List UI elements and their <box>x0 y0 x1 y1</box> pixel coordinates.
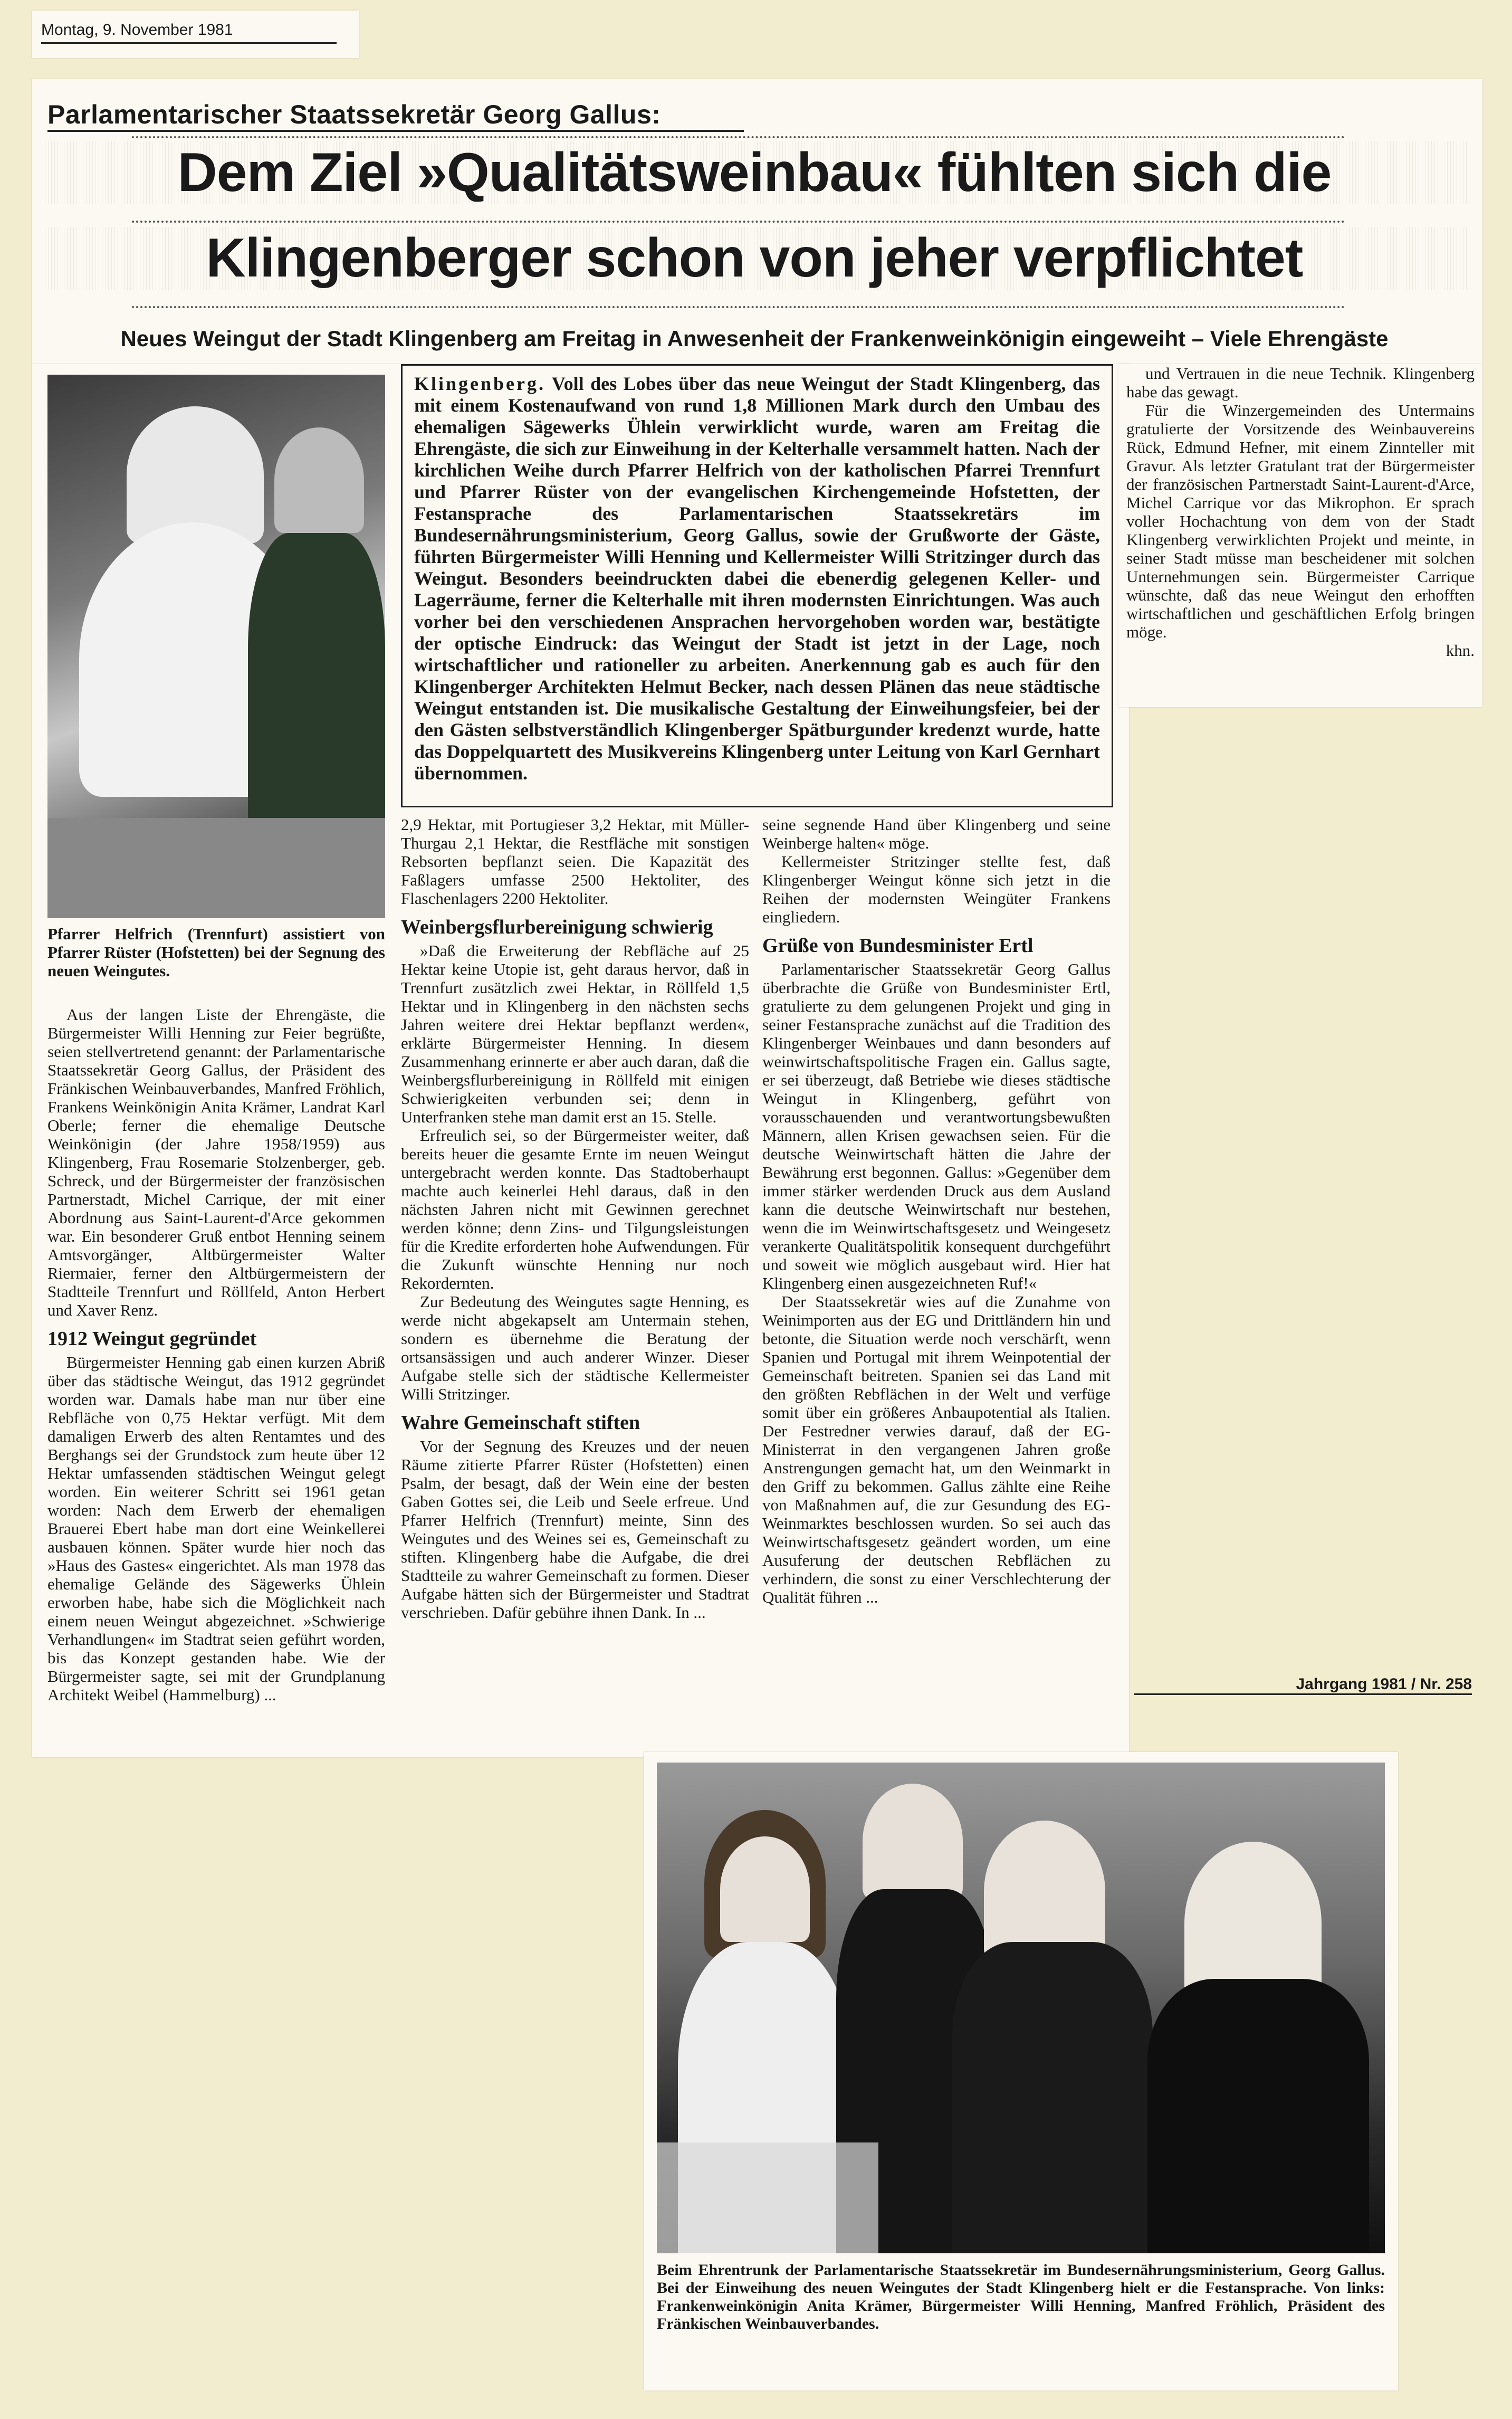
paragraph: Erfreulich sei, so der Bürgermeister weiter, daß bereits heuer die gesamte Ernte im neuen Weingut untergebracht werden konnte. Das Stadtoberhaupt machte auch keinerlei Hehl daraus, daß in den nächsten Jahren nicht mit Gewinnen gerechnet werden könne; denn Zins- und Tilgungsleistungen für die Kredite erforderten hohe Aufwendungen. Für die Zukunft wünschte Henning nur noch Rekordernten. <box>401 1126 749 1292</box>
photo-blessing <box>47 375 385 918</box>
photo-caption-1: Pfarrer Helfrich (Trennfurt) assistiert von Pfarrer Rüster (Hofstetten) bei der Segnung des neuen Weingutes. <box>47 925 385 980</box>
paragraph: 2,9 Hektar, mit Portugieser 3,2 Hektar, mit Müller-Thurgau 2,1 Hektar, die Restfläche mit sonstigen Rebsorten bepflanzt seien. Die Kapazität des Faßlagers umfasse 2500 Hektoliter, des Flaschenlagers 2200 Hektoliter. <box>401 815 749 908</box>
column-2 <box>401 815 749 1747</box>
headline-line-1: Dem Ziel »Qualitätsweinbau« fühlten sich die <box>42 141 1467 204</box>
paragraph: Bürgermeister Henning gab einen kurzen Abriß über das städtische Weingut, das 1912 gegründet worden war. Damals habe man nur über eine Rebfläche von 0,75 Hektar verfügt. Mit dem damaligen Erwerb des alten Rentamtes und des Berghangs sei der Grundstock zum heute über 12 Hektar umfassenden städtischen Weingut gelegt worden. Ein weiterer Schritt sei 1961 getan worden: Nach dem Erwerb der ehemaligen Brauerei Ebert habe man dort eine Weinkellerei ausbauen können. Später wurde hier noch das »Haus des Gastes« eingerichtet. Als man 1978 das ehemalige Gelände des Sägewerks Ühlein erworben habe, habe sich die Möglichkeit nach einem neuen Weingut abgezeichnet. »Schwierige Verhandlungen« im Stadtrat seien geführt worden, bis das Konzept gestanden habe. Wie der Bürgermeister sagte, sei mit der Grundplanung Architekt Weibel (Hammelburg) ... <box>47 1353 385 1704</box>
lead-box <box>401 364 1113 807</box>
paragraph: Für die Winzergemeinden des Untermains gratulierte der Vorsitzende des Weinbauvereins Rück, Edmund Hefner, mit einem Zinnteller mit Gravur. Als letzter Gratulant trat der Bürgermeister der französischen Partnerstadt Saint-Laurent-d'Arce, Michel Carrique vor das Mikrophon. Er sprach voller Hochachtung von dem von der Stadt Klingenberg verwirklichten Projekt und meinte, in seiner Stadt müsse man bescheidener mit solchen Unternehmungen sein. Bürgermeister Carrique wünschte, daß das neue Weingut den erhofften wirtschaftlichen und geschäftlichen Erfolg bringen möge. <box>1126 401 1475 641</box>
dateline: Montag, 9. November 1981 <box>41 21 337 44</box>
headline-line-2: Klingenberger schon von jeher verpflichtet <box>42 227 1467 290</box>
paragraph: seine segnende Hand über Klingenberg und seine Weinberge halten« möge. <box>762 815 1111 852</box>
section-heading: Weinbergsflurbereinigung schwierig <box>401 916 713 938</box>
divider-dotted <box>132 221 1345 227</box>
section-heading: Grüße von Bundesminister Ertl <box>762 935 1033 957</box>
paragraph: Zur Bedeutung des Weingutes sagte Henning, es werde nicht abgekapselt am Untermain stehen, sondern es übernehme die Beratung der ortsansässigen und auch anderer Winzer. Dieser Aufgabe stelle sich der städtische Kellermeister Willi Stritzinger. <box>401 1292 749 1403</box>
paragraph: Parlamentarischer Staatssekretär Georg Gallus überbrachte die Grüße von Bundesminister Ertl, gratulierte zu dem gelungenen Projekt und ging in seiner Festansprache zunächst auf die Tradition des Klingenberger Weinbaues und dann besonders auf weinwirtschaftspolitische Fragen ein. Gallus sagte, er sei überzeugt, daß Betriebe wie dieses städtische Weingut in Klingenberg, geführt von vorausschauenden und verantwortungsbewußten Männern, allen Krisen gewachsen seien. Für die deutsche Weinwirtschaft hätten die Jahre der Bewährung erst begonnen. Gallus: »Gegenüber dem immer stärker werdenden Druck aus dem Ausland kann die deutsche Weinwirtschaft nur bestehen, wenn die im Weinwirtschaftsgesetz und Weingesetz verankerte Qualitätspolitik konsequent durchgeführt und soweit wie möglich ausgebaut wird. Hier hat Klingenberg einen ausgezeichneten Ruf!« <box>762 960 1111 1292</box>
paragraph: Der Staatssekretär wies auf die Zunahme von Weinimporten aus der EG und Drittländern hin und betonte, die Situation werde noch verschärft, wenn Spanien und Portugal mit ihrem Weinpotential der Gemeinschaft beitreten. Spanien sei das Land mit den größten Rebflächen in der Welt und verfüge somit über ein größeres Anbaupotential als Italien. Der Festredner verwies darauf, daß der EG-Ministerrat in den vergangenen Jahren große Anstrengungen gemacht hat, um den Weinmarkt in den Griff zu bekommen. Gallus zählte eine Reihe von Maßnahmen auf, die zur Gesundung des EG-Weinmarktes beschlossen wurden. So sei auch das Weinwirtschaftsgesetz geändert worden, um eine Ausuferung der deutschen Rebflächen zu verhindern, die sonst zu einer Verschlechterung der Qualität führen ... <box>762 1292 1111 1606</box>
issue-label: Jahrgang 1981 / Nr. 258 <box>1134 1675 1472 1695</box>
paragraph: Aus der langen Liste der Ehrengäste, die Bürgermeister Willi Henning zur Feier begrüßte, seien stellvertretend genannt: der Parlamentarische Staatssekretär Georg Gallus, der Präsident des Fränkischen Weinbauverbandes, Manfred Fröhlich, Frankens Weinkönigin Anita Krämer, Landrat Karl Oberle; ferner die ehemalige Deutsche Weinkönigin (der Jahre 1958/1959) aus Klingenberg, Frau Rosemarie Stolzenberger, geb. Schreck, und der Bürgermeister der französischen Partnerstadt, Michel Carrique, der mit einer Abordnung aus Saint-Laurent-d'Arce gekommen war. Ein besonderer Gruß entbot Henning seinem Amtsvorgänger, Altbürgermeister Walter Riermaier, ferner den Altbürgermeistern der Stadtteile Trennfurt und Röllfeld, Anton Herbert und Xaver Renz. <box>47 1005 385 1319</box>
section-heading: 1912 Weingut gegründet <box>47 1328 257 1350</box>
kicker: Parlamentarischer Staatssekretär Georg Gallus: <box>47 99 744 132</box>
column-1 <box>47 1005 385 1744</box>
divider-dotted <box>132 306 1345 312</box>
column-3 <box>762 815 1111 1747</box>
paragraph: und Vertrauen in die neue Technik. Klingenberg habe das gewagt. <box>1126 364 1475 401</box>
photo-reception <box>657 1763 1385 2253</box>
photo-caption-2: Beim Ehrentrunk der Parlamentarische Staatssekretär im Bundesernährungsministerium, Georg Gallus. Bei der Einweihung des neuen Weingutes der Stadt Klingenberg hielt er die Festansprache. Von links: Frankenweinkönigin Anita Krämer, Bürgermeister Willi Henning, Manfred Fröhlich, Präsident des Fränkischen Weinbauverbandes. <box>657 2261 1385 2332</box>
author-signature: khn. <box>1446 641 1475 660</box>
lead-text: Voll des Lobes über das neue Weingut der Stadt Klingenberg, das mit einem Kostenaufwand von rund 1,8 Millionen Mark durch den Umbau des ehemaligen Sägewerks Ühlein verwirklicht wurde, waren am Freitag die Ehrengäste, die sich zur Einweihung in der Kelterhalle versammelt hatten. Nach der kirchlichen Weihe durch Pfarrer Helfrich von der katholischen Pfarrei Trennfurt und Pfarrer Rüster von der evangelischen Kirchengemeinde Hofstetten, der Festansprache des Parlamentarischen Staatssekretärs im Bundesernährungsministerium, Georg Gallus, sowie der Grußworte der Gäste, führten Bürgermeister Willi Henning und Kellermeister Willi Stritzinger durch das Weingut. Besonders beeindruckten dabei die ebenerdig gelegenen Keller- und Lagerräume, ferner die Kelterhalle mit ihren modernsten Einrichtungen. Was auch vorher bei den verschiedenen Ansprachen hervorgehoben worden war, bestätigte der optische Eindruck: das Weingut der Stadt ist jetzt in der Lage, noch wirtschaftlicher und rationeller zu arbeiten. Anerkennung gab es auch für den Klingenberger Architekten Helmut Becker, nach dessen Plänen das neue städtische Weingut entstanden ist. Die musikalische Gestaltung der Einweihungsfeier, bei der den Gästen selbstverständlich Klingenberger Spätburgunder kredenzt wurde, hatte das Doppelquartett des Musikvereins Klingenberg unter Leitung von Karl Gernhart übernommen. <box>414 373 1100 784</box>
paragraph: Kellermeister Stritzinger stellte fest, daß Klingenberger Weingut könne sich jetzt in die Reihen der modernsten Weingüter Frankens eingliedern. <box>762 852 1111 926</box>
paragraph: »Daß die Erweiterung der Rebfläche auf 25 Hektar keine Utopie ist, geht daraus hervor, daß in Trennfurt zusätzlich zwei Hektar, in Röllfeld 1,5 Hektar und in Klingenberg in den nächsten sechs Jahren weitere drei Hektar bepflanzt werden«, erklärte Bürgermeister Henning. In diesem Zusammenhang erinnerte er aber auch daran, daß die Weinbergsflurbereinigung in Röllfeld mit einigen Schwierigkeiten verbunden sei; denn in Unterfranken stehe man damit erst an 15. Stelle. <box>401 941 749 1126</box>
paragraph: Vor der Segnung des Kreuzes und der neuen Räume zitierte Pfarrer Rüster (Hofstetten) einen Psalm, der besagt, daß der Wein eine der besten Gaben Gottes sei, die Leib und Seele erfreue. Und Pfarrer Helfrich (Trennfurt) meinte, Sinn des Weingutes und des Weines sei es, Gemeinschaft zu stiften. Klingenberg habe die Aufgabe, die drei Stadtteile zu wahrer Gemeinschaft zu formen. Dieser Aufgabe hätten sich der Bürgermeister und Stadtrat verschrieben. Dafür gebühre ihnen Dank. In ... <box>401 1437 749 1622</box>
lead-place: Klingenberg. <box>414 373 546 394</box>
subheadline: Neues Weingut der Stadt Klingenberg am Freitag in Anwesenheit der Frankenweinkönigin eingeweiht – Viele Ehrengäste <box>120 326 1389 351</box>
column-right-top <box>1126 364 1475 660</box>
section-heading: Wahre Gemeinschaft stiften <box>401 1412 640 1434</box>
